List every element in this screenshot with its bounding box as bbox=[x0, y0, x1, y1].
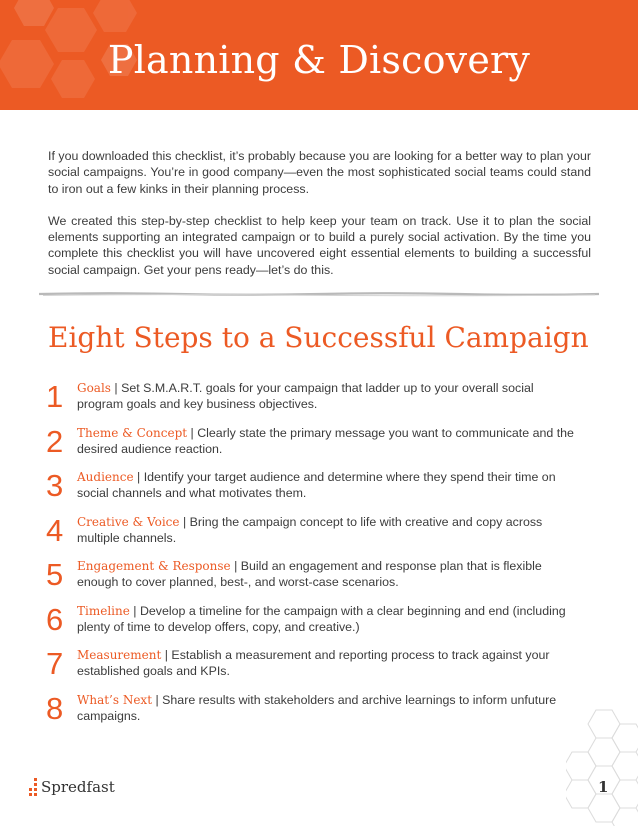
step-description bbox=[77, 558, 577, 590]
step-description bbox=[77, 692, 577, 724]
logo-text: Spredfast bbox=[41, 778, 115, 796]
step-detail: | Build an engagement and response plan that is flexible enough to cover planned, best-, and worst-case scenarios. bbox=[77, 559, 542, 589]
step-detail: | Share results with stakeholders and archive learnings to inform unfuture campaigns. bbox=[77, 692, 557, 723]
step-detail: | Develop a timeline for the campaign with a clear beginning and end (including plenty of time to develop offers, copy, and creative.) bbox=[77, 603, 566, 634]
intro-paragraph: If you downloaded this checklist, it’s probably because you are looking for a better way to plan your social campaigns. You’re in good company—even the most sophisticated social teams could stand to iron out a few kinks in their planning process. bbox=[48, 149, 591, 196]
step-name: Audience bbox=[77, 470, 134, 484]
hexagon-outline-icon bbox=[566, 706, 638, 826]
step-number: 8 bbox=[46, 690, 64, 726]
step-detail: | Bring the campaign concept to life with creative and copy across multiple channels. bbox=[77, 514, 543, 545]
step-name: Engagement & Response bbox=[77, 559, 231, 573]
step-number: 6 bbox=[46, 601, 64, 637]
spredfast-logo bbox=[28, 775, 115, 799]
intro-paragraph: We created this step-by-step checklist to help keep your team on track. Use it to plan the social elements supporting an integrated campaign or to build a purely social activation. By the time you complete this checklist you will have uncovered eight essential elements to building a successful social campaign. Get your pens ready—let’s do this. bbox=[48, 213, 591, 277]
step-name: What’s Next bbox=[77, 692, 153, 707]
step-item bbox=[46, 469, 606, 514]
step-item bbox=[46, 380, 606, 425]
step-detail: | Clearly state the primary message you want to communicate and the desired audience reaction. bbox=[77, 425, 574, 456]
step-detail: | Establish a measurement and reporting process to track against your established goals and KPIs. bbox=[77, 648, 550, 678]
step-name: Goals bbox=[77, 381, 111, 395]
step-description bbox=[77, 514, 577, 546]
header-banner bbox=[0, 0, 638, 110]
step-item bbox=[46, 647, 606, 692]
page-title: Planning & Discovery bbox=[107, 38, 531, 82]
step-description bbox=[77, 425, 577, 457]
step-description bbox=[77, 469, 577, 501]
step-name: Creative & Voice bbox=[77, 514, 180, 529]
step-description bbox=[77, 603, 577, 635]
step-number: 5 bbox=[46, 557, 64, 592]
step-number: 1 bbox=[46, 379, 64, 414]
step-detail: | Identify your target audience and determine where they spend their time on social channels and what motivates them. bbox=[77, 470, 556, 500]
step-number: 2 bbox=[46, 423, 64, 459]
page-number: 1 bbox=[598, 778, 609, 796]
step-item bbox=[46, 425, 606, 470]
step-description bbox=[77, 380, 577, 412]
step-detail: | Set S.M.A.R.T. goals for your campaign that ladder up to your overall social program goals and key business objectives. bbox=[77, 381, 534, 411]
step-item bbox=[46, 514, 606, 559]
step-name: Theme & Concept bbox=[77, 425, 188, 440]
section-title: Eight Steps to a Successful Campaign bbox=[48, 321, 589, 354]
intro-text bbox=[48, 148, 591, 294]
step-item bbox=[46, 692, 606, 737]
section-divider bbox=[39, 291, 599, 297]
step-item bbox=[46, 558, 606, 603]
step-name: Timeline bbox=[77, 603, 130, 618]
step-name: Measurement bbox=[77, 648, 162, 662]
step-number: 4 bbox=[46, 512, 64, 548]
step-item bbox=[46, 603, 606, 648]
spredfast-logo-icon bbox=[28, 777, 38, 797]
step-description bbox=[77, 647, 577, 679]
steps-list bbox=[46, 380, 606, 736]
step-number: 3 bbox=[46, 468, 64, 503]
step-number: 7 bbox=[46, 646, 64, 681]
